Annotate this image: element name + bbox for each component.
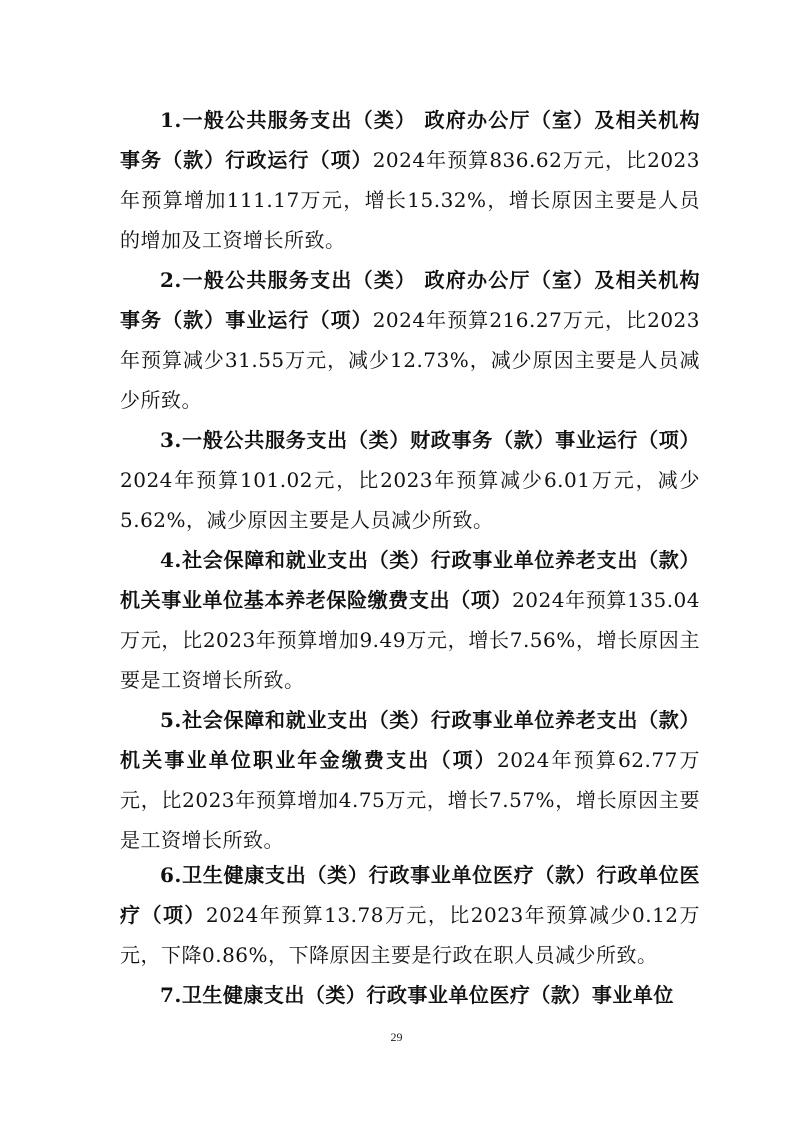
paragraph-5-heading: 5.社会保障和就业支出（类）行政事业单位养老支出（款）机关事业单位职业年金缴费支出（项）	[120, 708, 700, 772]
paragraph-4-heading: 4.社会保障和就业支出（类）行政事业单位养老支出（款）机关事业单位基本养老保险缴费支出（项）	[120, 548, 700, 612]
paragraph-6-body: 2024年预算13.78万元，比2023年预算减少0.12万元，下降0.86%，下降原因主要是行政在职人员减少所致。	[120, 903, 700, 967]
paragraph-3-body: 2024年预算101.02元，比2023年预算减少6.01万元，减少5.62%，减少原因主要是人员减少所致。	[120, 468, 700, 532]
paragraph-5-body: 2024年预算62.77万元，比2023年预算增加4.75万元，增长7.57%，增长原因主要是工资增长所致。	[120, 748, 701, 852]
paragraph-2-heading: 2.一般公共服务支出（类） 政府办公厅（室）及相关机构事务（款）事业运行（项）	[120, 268, 700, 332]
paragraph-3	[120, 420, 700, 540]
paragraph-1-body: 2024年预算836.62万元，比2023年预算增加111.17万元，增长15.32%，增长原因主要是人员的增加及工资增长所致。	[120, 148, 701, 252]
paragraph-1	[120, 100, 700, 260]
paragraph-5	[120, 700, 700, 860]
paragraph-4-body: 2024年预算135.04万元，比2023年预算增加9.49万元，增长7.56%，增长原因主要是工资增长所致。	[120, 588, 700, 692]
paragraph-6	[120, 855, 700, 975]
paragraph-6-heading: 6.卫生健康支出（类）行政事业单位医疗（款）行政单位医疗（项）	[120, 863, 700, 927]
paragraph-1-heading: 1.一般公共服务支出（类） 政府办公厅（室）及相关机构事务（款）行政运行（项）	[120, 108, 700, 172]
paragraph-7-heading: 7.卫生健康支出（类）行政事业单位医疗（款）事业单位	[160, 983, 674, 1007]
paragraph-3-heading: 3.一般公共服务支出（类）财政事务（款）事业运行（项）	[160, 428, 700, 452]
paragraph-2-body: 2024年预算216.27万元，比2023年预算减少31.55万元，减少12.73%，减少原因主要是人员减少所致。	[120, 308, 701, 412]
paragraph-7	[120, 975, 700, 1015]
paragraph-2	[120, 260, 700, 420]
paragraph-4	[120, 540, 700, 700]
page-number: 29	[390, 1030, 403, 1044]
